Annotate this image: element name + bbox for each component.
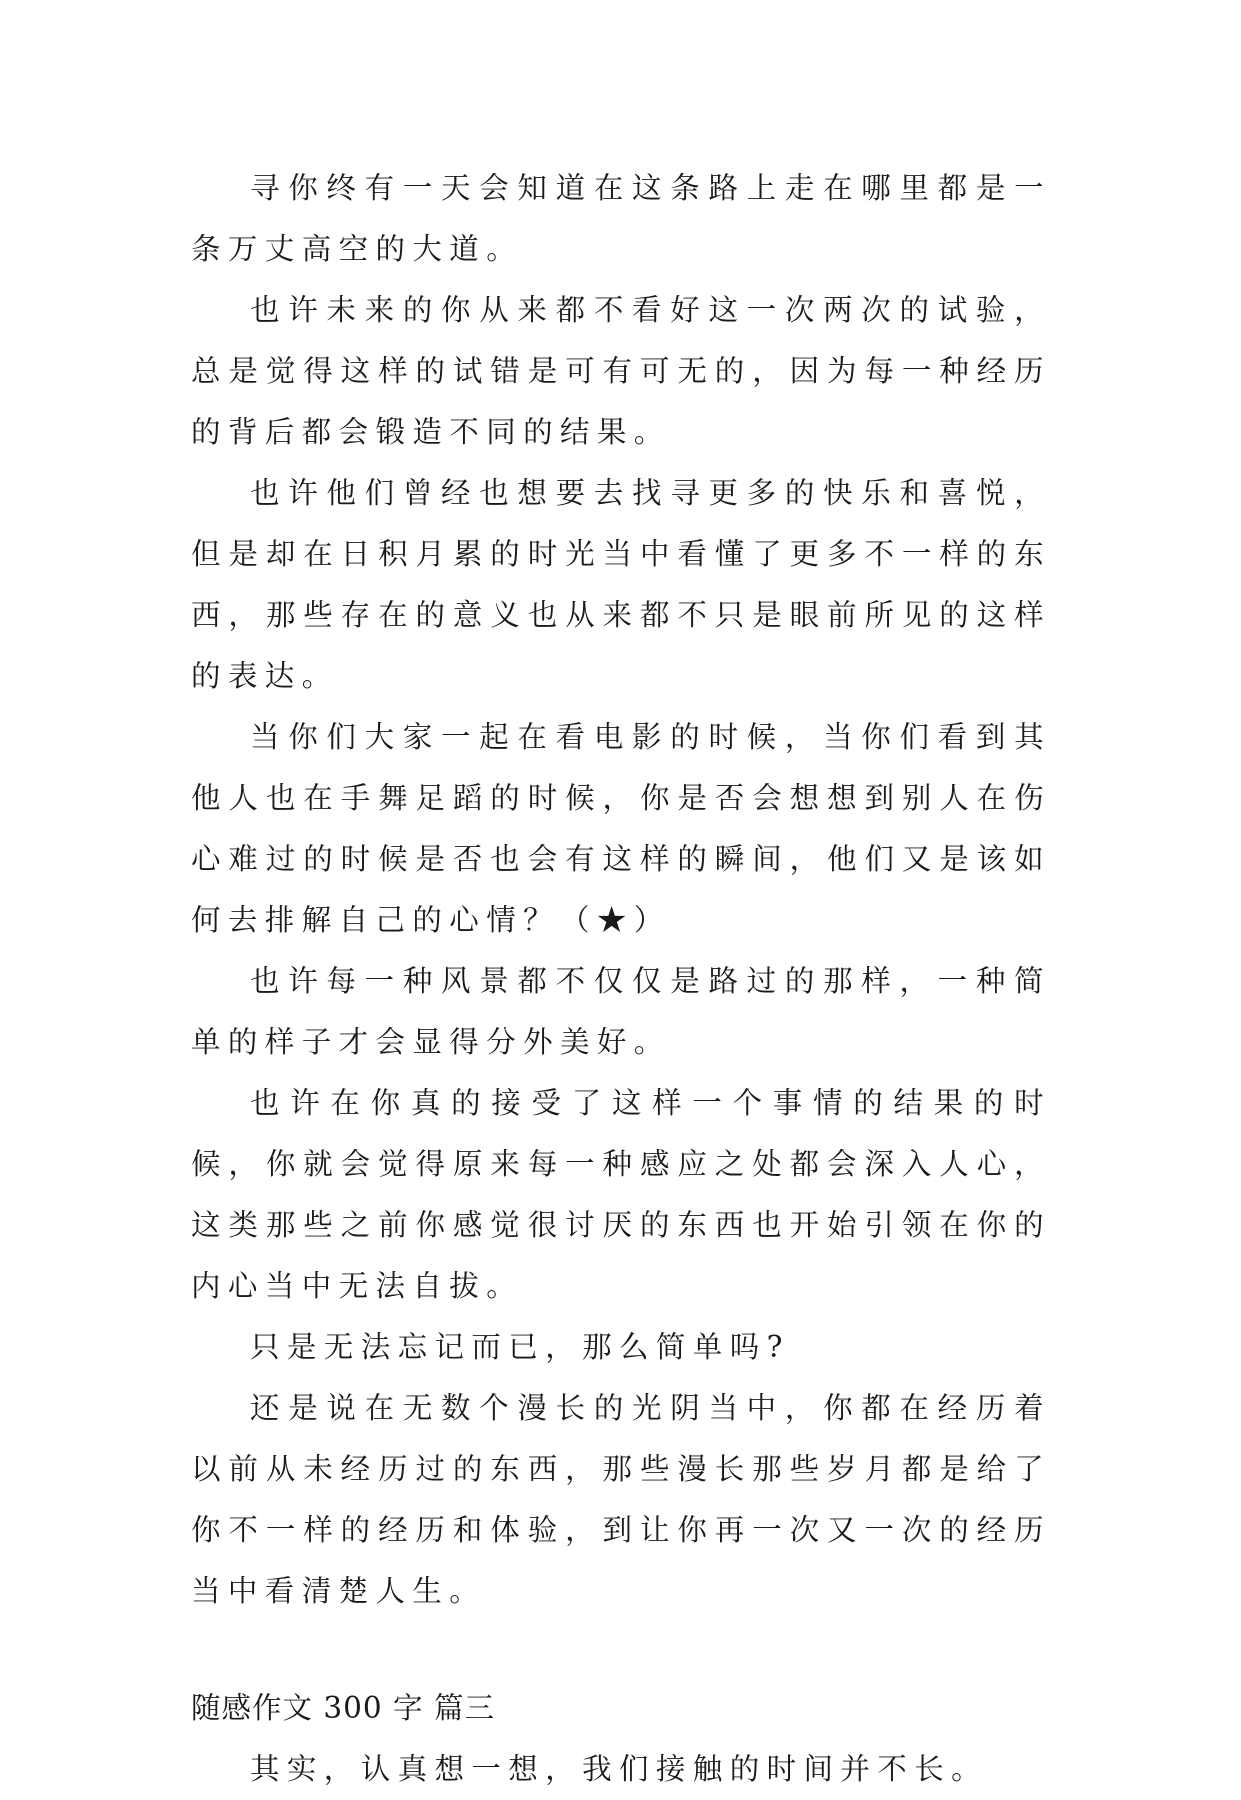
paragraph: 也许每一种风景都不仅仅是路过的那样，一种简单的样子才会显得分外美好。 — [191, 964, 1051, 1059]
paragraph: 寻你终有一天会知道在这条路上走在哪里都是一条万丈高空的大道。 — [191, 171, 1051, 266]
paragraph: 其实，认真想一想，我们接触的时间并不长。 — [250, 1752, 989, 1786]
paragraph: 也许未来的你从来都不看好这一次两次的试验，总是觉得这样的试错是可有可无的，因为每一种经历的背后都会锻造不同的结果。 — [191, 293, 1051, 449]
document-body — [191, 158, 1051, 1800]
paragraph: 还是说在无数个漫长的光阴当中，你都在经历着以前从未经历过的东西，那些漫长那些岁月都是给了你不一样的经历和体验，到让你再一次又一次的经历当中看清楚人生。 — [191, 1391, 1051, 1608]
paragraph: 也许他们曾经也想要去找寻更多的快乐和喜悦，但是却在日积月累的时光当中看懂了更多不一样的东西，那些存在的意义也从来都不只是眼前所见的这样的表达。 — [191, 476, 1051, 693]
paragraph: 当你们大家一起在看电影的时候，当你们看到其他人也在手舞足蹈的时候，你是否会想想到别人在伤心难过的时候是否也会有这样的瞬间，他们又是该如何去排解自己的心情？（★） — [191, 720, 1051, 937]
paragraph: 只是无法忘记而已，那么简单吗? — [250, 1330, 790, 1364]
section-heading: 随感作文 300 字 篇三 — [191, 1691, 495, 1725]
paragraph: 也许在你真的接受了这样一个事情的结果的时候，你就会觉得原来每一种感应之处都会深入人心，这类那些之前你感觉很讨厌的东西也开始引领在你的内心当中无法自拔。 — [191, 1086, 1051, 1303]
